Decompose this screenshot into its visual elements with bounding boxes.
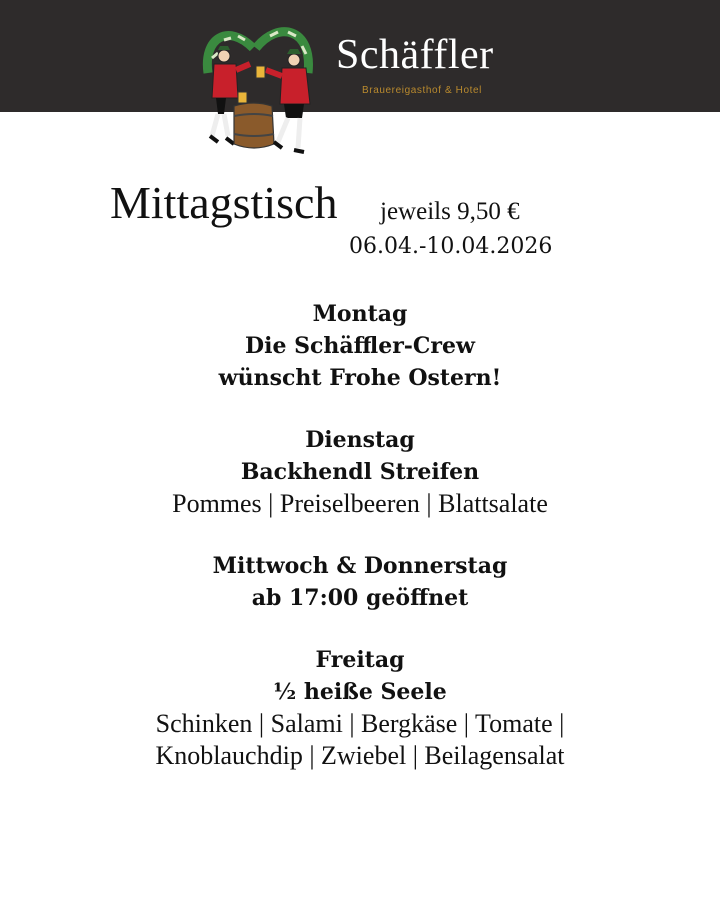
dish-sides: Pommes | Preiselbeeren | Blattsalate [172,489,548,518]
menu-day-tuesday [0,424,720,520]
dish-toppings: Schinken | Salami | Bergkäse | Tomate | [155,709,565,738]
menu-list [0,298,720,802]
price-note: jeweils 9,50 € [380,198,520,225]
day-label: Freitag [315,647,405,673]
opening-note: ab 17:00 geöffnet [251,585,469,611]
schaeffler-dancers-logo [198,18,328,163]
dish-name: ½ heiße Seele [273,679,447,705]
menu-text: wünscht Frohe Ostern! [218,365,502,391]
menu-day-wed-thu [0,550,720,614]
day-label: Mittwoch & Donnerstag [212,553,508,579]
day-label: Dienstag [305,427,415,453]
dish-toppings: Knoblauchdip | Zwiebel | Beilagensalat [155,741,565,770]
header-bar [0,0,720,112]
dish-name: Backhendl Streifen [240,459,480,485]
day-label: Montag [312,301,408,327]
page-title: Mittagstisch [110,177,338,228]
date-range: 06.04.-10.04.2026 [349,234,553,259]
brand-subtitle: Brauereigasthof & Hotel [362,85,482,96]
menu-day-monday [0,298,720,394]
menu-day-friday [0,644,720,772]
menu-text: Die Schäffler-Crew [245,333,475,359]
brand-name: Schäffler [336,32,494,78]
